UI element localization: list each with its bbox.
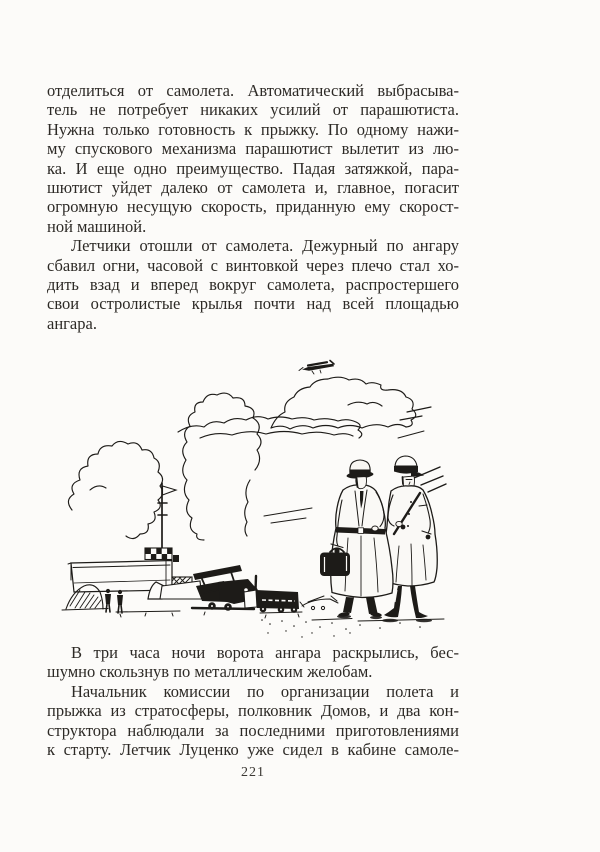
page-number: 221 bbox=[241, 765, 265, 780]
ground-strokes bbox=[62, 608, 444, 638]
text-line: ка. И еще одно преимущество. Падая затяжкой, пара- bbox=[47, 158, 459, 178]
paragraph-4 bbox=[47, 682, 459, 760]
text-line: дить взад и вперед вокруг самолета, распростершего bbox=[47, 275, 459, 295]
signal-mast bbox=[158, 483, 176, 549]
text-line: прыжка из стратосферы, полковник Домов, и два кон- bbox=[47, 701, 459, 721]
text-line: Начальник комиссии по организации полета и bbox=[71, 681, 459, 701]
sky-airplane-icon bbox=[299, 361, 334, 375]
illustration-airfield bbox=[50, 350, 450, 642]
military-man bbox=[384, 456, 437, 618]
text-line: му спускового механизма парашютист вылетит из лю- bbox=[47, 139, 459, 159]
text-line: свои остролистые крылья почти над всей площадью bbox=[47, 294, 459, 314]
ground-crew-figures bbox=[105, 589, 123, 613]
text-line: Летчики отошли от самолета. Дежурный по ангару bbox=[71, 236, 459, 256]
text-line: шумно скользнув по металлическим желобам. bbox=[47, 662, 373, 682]
small-plane-sketch bbox=[300, 596, 338, 610]
text-line: структора наблюдали за последними приготовлениями bbox=[47, 720, 459, 740]
text-line: сбавил огни, часовой с винтовкой через плечо стал хо- bbox=[47, 255, 459, 275]
checkered-signal-box bbox=[145, 548, 179, 562]
text-line: к старту. Летчик Луценко уже сидел в кабине самоле- bbox=[47, 740, 459, 760]
page-text-upper bbox=[47, 81, 459, 333]
text-line: ной машиной. bbox=[47, 216, 147, 236]
paragraph-1 bbox=[47, 81, 459, 236]
text-line: огромную несущую скорость, приданную ему скорост- bbox=[47, 197, 459, 217]
paragraph-2 bbox=[47, 236, 459, 333]
text-line: шютист уйдет далеко от самолета и, главное, погасит bbox=[47, 178, 459, 198]
text-line: Нужна только готовность к прыжку. По одному нажи- bbox=[47, 119, 459, 139]
text-line: тель не потребует никаких усилий от парашютиста. bbox=[47, 100, 459, 120]
civilian-man bbox=[320, 460, 393, 617]
page-text-lower bbox=[47, 643, 459, 759]
text-line: ангара. bbox=[47, 313, 97, 333]
text-line: отделиться от самолета. Автоматический выбрасыва- bbox=[47, 81, 459, 100]
text-line: В три часа ночи ворота ангара раскрылись, бес- bbox=[71, 643, 459, 662]
paragraph-3 bbox=[47, 643, 459, 682]
